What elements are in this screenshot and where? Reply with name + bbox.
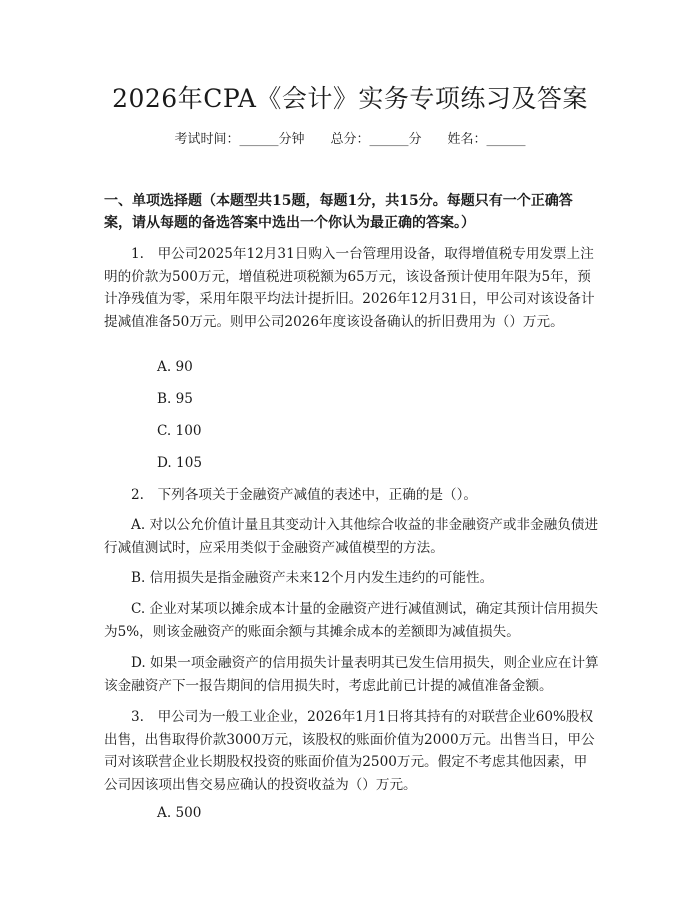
question-2-option-a: A. 对以公允价值计量且其变动计入其他综合收益的非金融资产或非金融负债进行减值测试时，应采用类似于金融资产减值模型的方法。	[104, 517, 599, 556]
question-2-option-b: B. 信用损失是指金融资产未来12个月内发生违约的可能性。	[131, 570, 494, 586]
question-2-option-c: C. 企业对某项以摊余成本计量的金融资产进行减值测试，确定其预计信用损失为5%，则该金融资产的账面余额与其摊余成本的差额即为减值损失。	[104, 601, 599, 640]
question-1-option-d: D. 105	[157, 455, 203, 471]
question-2-stem: 2. 下列各项关于金融资产减值的表述中，正确的是（）。	[131, 487, 478, 503]
total-score-field: 总分：______分	[330, 132, 422, 147]
question-2-option-d: D. 如果一项金融资产的信用损失计量表明其已发生信用损失，则企业应在计算该金融资产下一报告期间的信用损失时，考虑此前已计提的减值准备金额。	[104, 655, 599, 694]
name-field: 姓名：______	[447, 132, 526, 147]
question-3-option-a: A. 500	[157, 805, 202, 821]
question-1-stem: 1. 甲公司2025年12月31日购入一台管理用设备，取得增值税专用发票上注明的价款为500万元，增值税进项税额为65万元，该设备预计使用年限为5年，预计净残值为零，采用年限平均法计提折旧。2026年12月31日，甲公司对该设备计提减值准备50万元。则甲公司2026年度该设备确认的折旧费用为（）万元。	[104, 246, 595, 330]
question-1-option-b: B. 95	[157, 391, 193, 407]
page-title: 2026年CPA《会计》实务专项练习及答案	[112, 84, 588, 113]
section-heading: 一、单项选择题（本题型共15题，每题1分，共15分。每题只有一个正确答案，请从每题的备选答案中选出一个你认为最正确的答案。）	[104, 193, 573, 231]
question-1-option-a: A. 90	[157, 359, 193, 375]
question-1-option-c: C. 100	[157, 423, 202, 439]
exam-time-field: 考试时间：______分钟	[174, 132, 305, 147]
question-3-stem: 3. 甲公司为一般工业企业，2026年1月1日将其持有的对联营企业60%股权出售，出售取得价款3000万元，该股权的账面价值为2000万元。出售当日，甲公司对该联营企业长期股权投资的账面价值为2500万元。假定不考虑其他因素，甲公司因该项出售交易应确认的投资收益为（）万元。	[104, 709, 595, 793]
exam-meta	[0, 130, 700, 150]
